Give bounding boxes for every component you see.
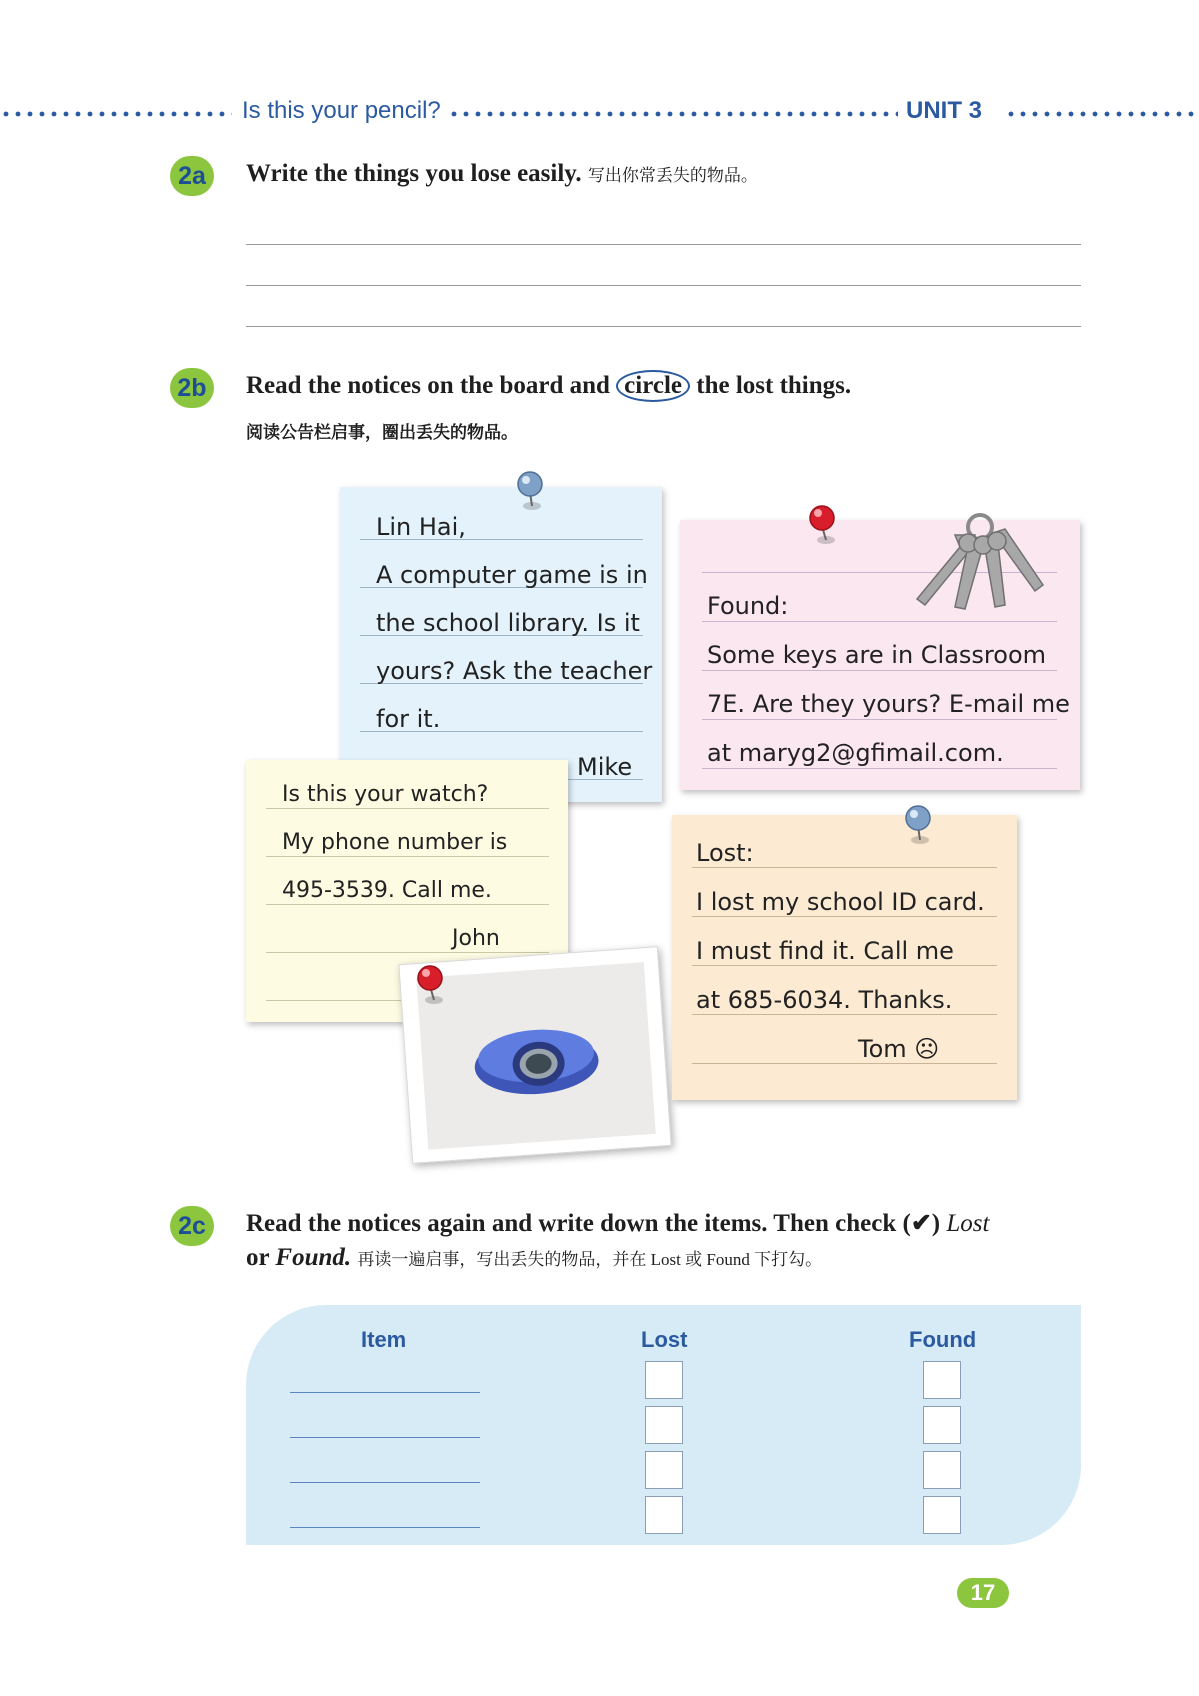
header-unit: UNIT 3 xyxy=(906,97,983,124)
instruction-2c-pre: Read the notices again and write down the items. Then check ( xyxy=(246,1210,911,1237)
check-mark-icon: ✔ xyxy=(910,1210,932,1237)
item-answer-line[interactable] xyxy=(290,1437,480,1438)
header-title: Is this your pencil? xyxy=(242,97,441,124)
note-line: Is this your watch? xyxy=(282,782,489,807)
answer-line-3[interactable] xyxy=(246,326,1081,327)
note-line: Some keys are in Classroom xyxy=(707,641,1047,669)
section-badge-2c: 2c xyxy=(170,1206,214,1246)
table-header-lost: Lost xyxy=(641,1327,688,1352)
note-line: I must find it. Call me xyxy=(696,937,954,965)
note-line: the school library. Is it xyxy=(376,609,640,637)
lost-checkbox[interactable] xyxy=(645,1451,683,1489)
check-table xyxy=(246,1305,1081,1545)
instruction-2c-line2 xyxy=(246,1244,822,1272)
lost-checkbox[interactable] xyxy=(645,1496,683,1534)
found-checkbox[interactable] xyxy=(923,1496,961,1534)
note-line: for it. xyxy=(376,705,441,733)
note-line: yours? Ask the teacher xyxy=(376,657,653,685)
item-answer-line[interactable] xyxy=(290,1482,480,1483)
note-line: 495-3539. Call me. xyxy=(282,878,492,903)
note-line: at maryg2@gfimail.com. xyxy=(707,739,1004,767)
instruction-2a-en: Write the things you lose easily. xyxy=(246,160,582,187)
note-line: My phone number is xyxy=(282,830,508,855)
note-line: I lost my school ID card. xyxy=(696,888,985,916)
instruction-2c-found: Found. xyxy=(275,1244,352,1271)
instruction-2c-or: or xyxy=(246,1244,270,1271)
lost-checkbox[interactable] xyxy=(645,1361,683,1399)
found-checkbox[interactable] xyxy=(923,1406,961,1444)
pushpin-blue-icon xyxy=(898,800,942,850)
watch-icon xyxy=(463,1001,610,1111)
item-answer-line[interactable] xyxy=(290,1527,480,1528)
instruction-2b-cn: 阅读公告栏启事，圈出丢失的物品。 xyxy=(246,423,518,442)
note-line: A computer game is in xyxy=(376,561,648,589)
answer-line-1[interactable] xyxy=(246,244,1081,245)
keys-icon xyxy=(885,505,1045,615)
note-line: Found: xyxy=(707,592,789,620)
header-dots-left xyxy=(0,110,232,118)
note-signature: John xyxy=(452,926,500,951)
instruction-2b-pre: Read the notices on the board and xyxy=(246,372,610,399)
table-header-item: Item xyxy=(361,1327,407,1352)
instruction-2c-line1 xyxy=(246,1208,989,1238)
lost-checkbox[interactable] xyxy=(645,1406,683,1444)
notice-computer-game xyxy=(340,487,662,802)
note-signature: Tom ☹ xyxy=(858,1035,940,1063)
instruction-2a xyxy=(246,160,758,188)
table-header-found: Found xyxy=(909,1327,977,1352)
notice-lost-id-card xyxy=(672,815,1017,1100)
header-dots-right xyxy=(1005,110,1199,118)
instruction-2a-cn: 写出你常丢失的物品。 xyxy=(587,166,758,185)
found-checkbox[interactable] xyxy=(923,1361,961,1399)
item-answer-line[interactable] xyxy=(290,1392,480,1393)
section-badge-2b: 2b xyxy=(170,368,214,408)
note-line: Lost: xyxy=(696,839,754,867)
instruction-2c-paren: ) xyxy=(931,1210,941,1237)
running-header xyxy=(0,95,1199,135)
section-badge-2a: 2a xyxy=(170,156,214,196)
instruction-2c-lost: Lost xyxy=(946,1210,990,1237)
pushpin-red-icon xyxy=(410,960,454,1010)
instruction-2b-post: the lost things. xyxy=(696,372,852,399)
answer-line-2[interactable] xyxy=(246,285,1081,286)
header-dots-middle xyxy=(448,110,898,118)
note-signature: Mike xyxy=(577,753,633,781)
note-line: 7E. Are they yours? E-mail me xyxy=(707,690,1070,718)
note-line: Lin Hai, xyxy=(376,513,466,541)
page-number: 17 xyxy=(957,1578,1009,1608)
circle-word: circle xyxy=(616,370,690,402)
instruction-2c-cn: 再读一遍启事，写出丢失的物品，并在 Lost 或 Found 下打勾。 xyxy=(357,1250,823,1269)
pushpin-blue-icon xyxy=(510,466,554,516)
found-checkbox[interactable] xyxy=(923,1451,961,1489)
note-line: at 685-6034. Thanks. xyxy=(696,986,953,1014)
instruction-2b xyxy=(246,370,851,402)
pushpin-red-icon xyxy=(802,500,846,550)
